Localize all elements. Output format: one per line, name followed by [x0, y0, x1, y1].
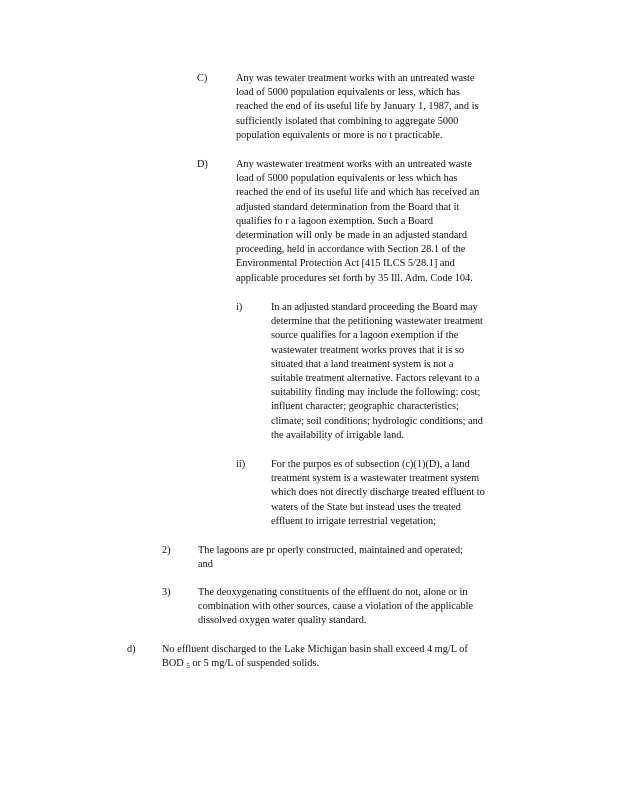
text-line: Environmental Protection Act [415 ILCS 5/28.1] and — [236, 258, 455, 270]
text-line: reached the end of its useful life and which has received an — [236, 187, 480, 199]
item-marker: 3) — [162, 587, 171, 598]
text-line: combination with other sources, cause a violation of the applicable — [198, 601, 474, 613]
text-line: which does not directly discharge treated effluent to — [271, 487, 485, 499]
paragraph-text — [271, 458, 523, 529]
text-line: For the purpos es of subsection (c)(1)(D), a land — [271, 459, 470, 470]
item-marker: d) — [127, 644, 136, 655]
paragraph-text — [236, 72, 520, 143]
item-marker: D) — [197, 159, 208, 170]
paragraph-text — [271, 301, 521, 443]
text-line: influent character; geographic characteristics; — [271, 401, 459, 413]
text-line: load of 5000 population equivalents or less, which has — [236, 87, 460, 99]
item-marker: 2) — [162, 545, 171, 556]
item-marker: ii) — [236, 459, 246, 470]
item-marker: C) — [197, 73, 208, 84]
text-line: treatment system is a wastewater treatment system — [271, 473, 480, 485]
text-line: and — [198, 559, 213, 571]
text-line: In an adjusted standard proceeding the Board may — [271, 302, 478, 313]
paragraph-text — [198, 586, 518, 629]
text-line: waters of the State but instead uses the treated — [271, 501, 461, 513]
text-line: determine that the petitioning wastewater treatment — [271, 316, 483, 328]
text-line: population equivalents or more is no t practicable. — [236, 129, 443, 141]
subscript: 5 — [186, 662, 190, 671]
text-line: situated that a land treatment system is not a — [271, 358, 454, 370]
paragraph-text — [236, 158, 520, 286]
text-line: adjusted standard determination from the Board that it — [236, 201, 460, 213]
text-line: determination will only be made in an adjusted standard — [236, 230, 468, 242]
text-line: source qualifies for a lagoon exemption if the — [271, 330, 459, 342]
text-line: suitability finding may include the following: cost; — [271, 387, 481, 399]
text-line: the availability of irrigable land. — [271, 429, 404, 441]
paragraph-text — [198, 544, 500, 572]
text-line: qualifies fo r a lagoon exemption. Such a Board — [236, 215, 434, 227]
text-line: reached the end of its useful life by January 1, 1987, and is — [236, 101, 479, 113]
text-line: sufficiently isolated that combining to aggregate 5000 — [236, 115, 459, 127]
text-line: wastewater treatment works proves that it is so — [271, 344, 465, 356]
text-line: effluent to irrigate terrestrial vegetation; — [271, 515, 437, 527]
item-marker: i) — [236, 302, 243, 313]
paragraph-text — [162, 643, 520, 671]
text-line: climate; soil conditions; hydrologic conditions; and — [271, 415, 483, 427]
text-line: proceeding, held in accordance with Section 28.1 of the — [236, 244, 466, 256]
text-line: applicable procedures set forth by 35 Ill. Adm. Code 104. — [236, 272, 473, 284]
text-line: suitable treatment alternative. Factors relevant to a — [271, 373, 480, 385]
text-line-with-subscript: BOD $_5$ or 5 mg/L of suspended solids. — [162, 658, 320, 671]
text-line: No effluent discharged to the Lake Michigan basin shall exceed 4 mg/L of — [162, 644, 468, 655]
text-line: dissolved oxygen water quality standard. — [198, 615, 367, 627]
text-line: load of 5000 population equivalents or less which has — [236, 173, 458, 185]
text-line: The deoxygenating constituents of the effluent do not, alone or in — [198, 587, 468, 598]
text-line: Any wastewater treatment works with an untreated waste — [236, 159, 472, 170]
text-line: The lagoons are pr operly constructed, maintained and operated; — [198, 545, 464, 556]
text-line: Any was tewater treatment works with an untreated waste — [236, 73, 475, 84]
